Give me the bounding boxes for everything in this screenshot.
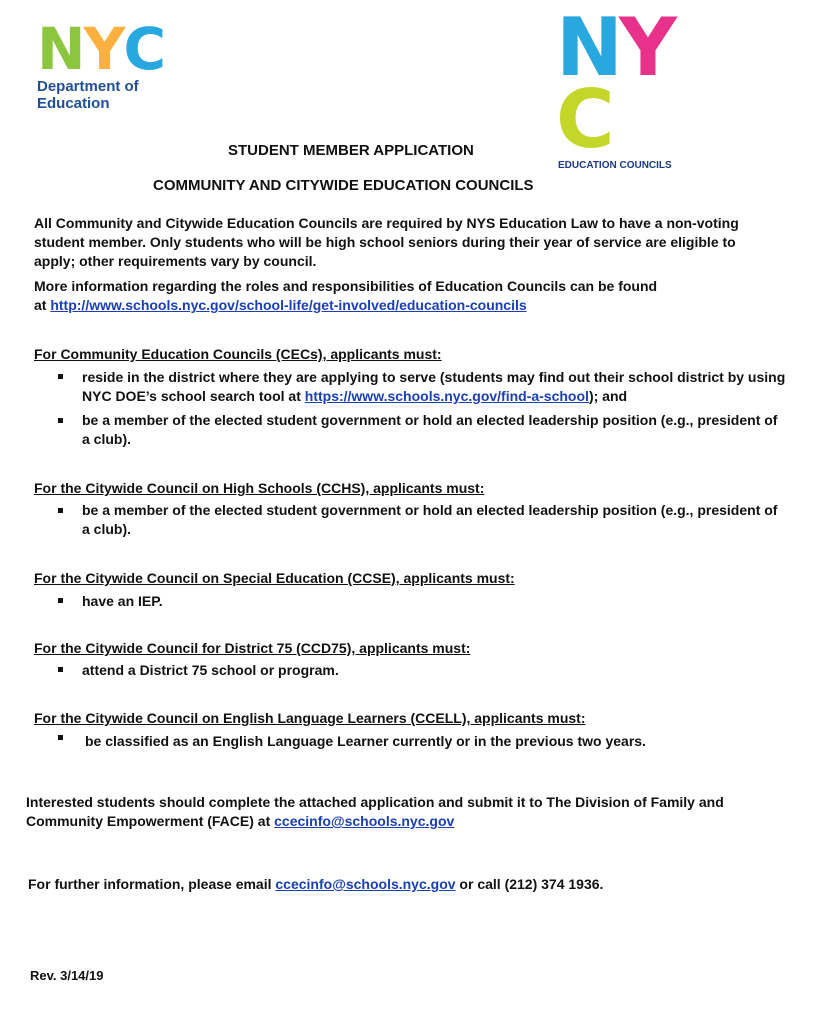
bullet-icon bbox=[58, 598, 63, 603]
cchs-bullet-1-line1: be a member of the elected student government or hold an elected leadership position (e.g., president of bbox=[82, 502, 778, 518]
logo-subtitle-line1: Department of bbox=[37, 78, 139, 95]
find-a-school-link[interactable]: https://www.schools.nyc.gov/find-a-school bbox=[304, 388, 589, 404]
ccse-bullet-1: have an IEP. bbox=[82, 593, 163, 609]
ccell-bullet-1: be classified as an English Language Learner currently or in the previous two years. bbox=[85, 733, 646, 749]
face-email-link[interactable]: ccecinfo@schools.nyc.gov bbox=[274, 813, 455, 829]
ec-logo-subtitle: EDUCATION COUNCILS bbox=[558, 160, 672, 171]
bullet-icon bbox=[58, 667, 63, 672]
logo-subtitle bbox=[37, 78, 187, 112]
revision-date: Rev. 3/14/19 bbox=[30, 968, 104, 983]
nyc-doe-wordmark bbox=[37, 15, 187, 83]
more-info-line: More information regarding the roles and responsibilities of Education Councils can be found bbox=[34, 278, 658, 294]
logo-letter-c: C bbox=[123, 15, 165, 83]
cec-bullet-2-line1: be a member of the elected student government or hold an elected leadership position (e.g., president of bbox=[82, 412, 778, 428]
ccd75-bullet-1: attend a District 75 school or program. bbox=[82, 662, 339, 678]
cec-bullet-1-prefix: NYC DOE’s school search tool at bbox=[82, 388, 305, 404]
intro-line: All Community and Citywide Education Councils are required by NYS Education Law to have a non-voting bbox=[34, 215, 739, 231]
education-councils-logo bbox=[556, 1, 696, 171]
cec-bullet-2 bbox=[82, 411, 777, 449]
bullet-icon bbox=[58, 508, 63, 513]
interested-prefix: Community Empowerment (FACE) at bbox=[26, 813, 275, 829]
further-info-email-link[interactable]: ccecinfo@schools.nyc.gov bbox=[275, 876, 456, 892]
ec-letter-n: N bbox=[556, 1, 619, 94]
intro-line: student member. Only students who will be high school seniors during their year of service are eligible to bbox=[34, 234, 736, 250]
bullet-icon bbox=[58, 735, 63, 740]
logo-letter-n: N bbox=[37, 15, 84, 83]
education-councils-link[interactable]: http://www.schools.nyc.gov/school-life/get-involved/education-councils bbox=[50, 297, 527, 313]
ccse-heading: For the Citywide Council on Special Education (CCSE), applicants must: bbox=[34, 570, 515, 586]
ccell-heading: For the Citywide Council on English Language Learners (CCELL), applicants must: bbox=[34, 710, 586, 726]
nyc-doe-logo bbox=[37, 15, 187, 114]
ec-letter-c: C bbox=[556, 73, 611, 166]
further-info-suffix: or call (212) 374 1936. bbox=[455, 876, 604, 892]
cec-bullet-1-suffix: ); and bbox=[588, 388, 628, 404]
logo-subtitle-line2: Education bbox=[37, 95, 110, 112]
intro-line: apply; other requirements vary by council. bbox=[34, 253, 317, 269]
cec-bullet-1-line1: reside in the district where they are applying to serve (students may find out their school district by using bbox=[82, 369, 786, 385]
interested-line1: Interested students should complete the attached application and submit it to The Division of Family and bbox=[26, 794, 724, 810]
cec-heading: For Community Education Councils (CECs), applicants must: bbox=[34, 346, 442, 362]
intro-paragraph bbox=[34, 214, 739, 271]
more-info-paragraph bbox=[34, 277, 657, 315]
further-info-prefix: For further information, please email bbox=[28, 876, 276, 892]
cec-bullet-2-line2: a club). bbox=[82, 431, 132, 447]
ccd75-heading: For the Citywide Council for District 75 (CCD75), applicants must: bbox=[34, 640, 471, 656]
page-title: STUDENT MEMBER APPLICATION bbox=[228, 142, 474, 159]
page-subtitle: COMMUNITY AND CITYWIDE EDUCATION COUNCILS bbox=[153, 177, 534, 194]
more-info-prefix: at bbox=[34, 297, 51, 313]
cchs-heading: For the Citywide Council on High Schools (CCHS), applicants must: bbox=[34, 480, 485, 496]
logo-letter-y: Y bbox=[83, 15, 124, 83]
bullet-icon bbox=[58, 374, 63, 379]
bullet-icon bbox=[58, 418, 63, 423]
further-info-line bbox=[28, 875, 603, 894]
cchs-bullet-1 bbox=[82, 501, 777, 539]
ec-letter-y: Y bbox=[618, 1, 673, 94]
cec-bullet-1 bbox=[82, 368, 785, 406]
interested-paragraph bbox=[26, 793, 724, 831]
cchs-bullet-1-line2: a club). bbox=[82, 521, 132, 537]
